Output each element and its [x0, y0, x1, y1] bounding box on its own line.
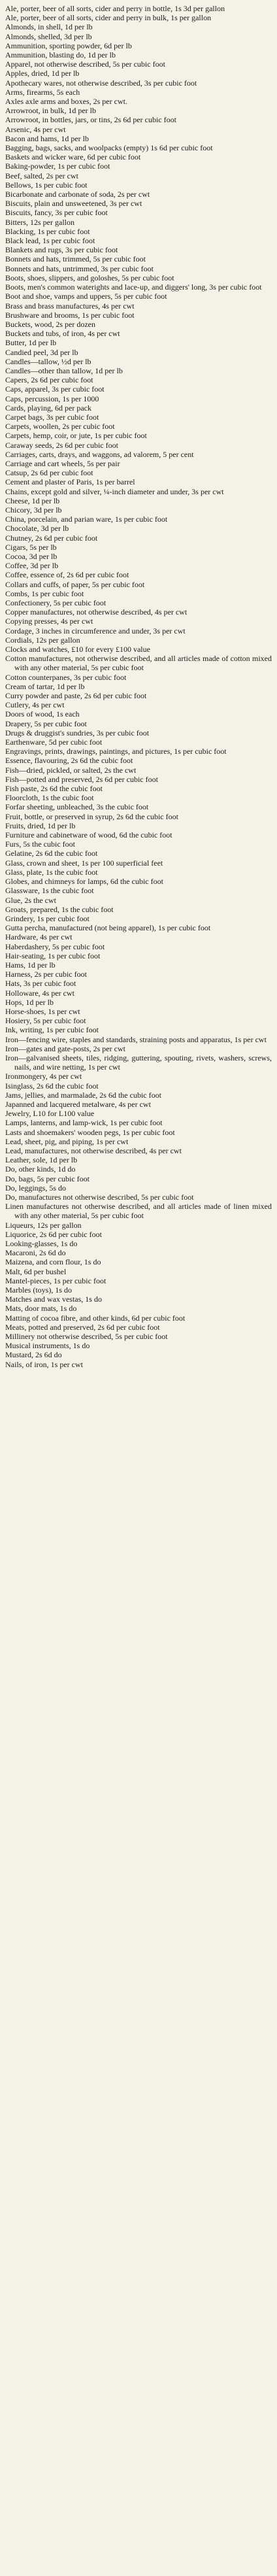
tariff-entry: Candles—other than tallow, 1d per lb [5, 365, 123, 375]
tariff-entry: Mats, door mats, 1s do [5, 1304, 77, 1313]
tariff-entry: Floorcloth, 1s the cubic foot [5, 793, 94, 803]
tariff-entry: Chicory, 3d per lb [5, 505, 62, 515]
tariff-entry: Black lead, 1s per cubic foot [5, 236, 95, 246]
tariff-entry: Collars and cuffs, of paper, 5s per cubic foot [5, 579, 145, 589]
tariff-entry: Lead, sheet, pig, and piping, 1s per cwt [5, 1136, 129, 1146]
tariff-entry: Caraway seeds, 2s 6d per cubic foot [5, 440, 118, 450]
tariff-entry: Curry powder and paste, 2s 6d per cubic foot [5, 691, 147, 701]
tariff-entry: Furniture and cabinetware of wood, 6d the cubic foot [5, 830, 172, 840]
tariff-entry: Carriages, carts, drays, and waggons, ad valorem, 5 per cent [5, 449, 194, 459]
tariff-entry: Iron—fencing wire, staples and standards, straining posts and apparatus, 1s per cwt [5, 1034, 267, 1044]
tariff-entry: Beef, salted, 2s per cwt [5, 171, 78, 180]
tariff-entry: Carriage and cart wheels, 5s per pair [5, 458, 120, 468]
tariff-entry: Macaroni, 2s 6d do [5, 1248, 66, 1258]
tariff-entry: Engravings, prints, drawings, paintings, and pictures, 1s per cubic foot [5, 747, 227, 756]
tariff-entry: Blacking, 1s per cubic foot [5, 226, 90, 236]
tariff-entry: Cigars, 5s per lb [5, 542, 57, 552]
tariff-entry: Matting of cocoa fibre, and other kinds, 6d per cubic foot [5, 1313, 186, 1323]
tariff-entry: Cocoa, 3d per lb [5, 551, 57, 561]
tariff-entry: Lead, manufactures, not otherwise described, 4s per cwt [5, 1145, 182, 1155]
tariff-entry: Copying presses, 4s per cwt [5, 617, 93, 626]
tariff-entry: China, porcelain, and parian ware, 1s per cubic foot [5, 515, 168, 524]
tariff-entry: Do, bags, 5s per cubic foot [5, 1174, 90, 1183]
tariff-entry: Carpets, hemp, coir, or jute, 1s per cubic foot [5, 431, 147, 441]
tariff-entry: Bitters, 12s per gallon [5, 217, 74, 227]
tariff-entry: Cream of tartar, 1d per lb [5, 681, 85, 691]
tariff-entry: Cement and plaster of Paris, 1s per barrel [5, 477, 135, 487]
tariff-entry: Harness, 2s per cubic foot [5, 970, 87, 979]
tariff-entry: Caps, apparel, 3s per cubic foot [5, 384, 105, 394]
tariff-entry: Chutney, 2s 6d per cubic foot [5, 533, 98, 543]
tariff-entry: Ammunition, blasting do, 1d per lb [5, 50, 116, 60]
tariff-entry: Boots, men's common waterights and lace-up, and diggers' long, 3s per cubic foot [5, 282, 262, 292]
tariff-entry: Fish—potted and preserved, 2s 6d per cubic foot [5, 774, 158, 784]
tariff-entry: Biscuits, fancy, 3s per cubic foot [5, 208, 108, 218]
tariff-entry: Millinery not otherwise described, 5s per cubic foot [5, 1332, 168, 1342]
tariff-entry: Jewelry, L10 for L100 value [5, 1109, 95, 1119]
tariff-entry: Drugs & druggist's sundries, 3s per cubic foot [5, 728, 150, 737]
tariff-entry: Clocks and watches, £10 for every £100 value [5, 645, 150, 654]
tariff-entry: Iron—galvanised sheets, tiles, ridging, guttering, spouting, rivets, washers, screws, nails, and wire netting, 1s per cwt [5, 1053, 272, 1072]
tariff-entry: Hats, 3s per cubic foot [5, 979, 76, 989]
tariff-entry: Bicarbonate and carbonate of soda, 2s per cwt [5, 190, 150, 199]
tariff-entry: Fish—dried, pickled, or salted, 2s the cwt [5, 765, 137, 775]
tariff-entry: Doors of wood, 1s each [5, 709, 80, 719]
tariff-entry: Drapery, 5s per cubic foot [5, 719, 87, 728]
tariff-entry: Glue, 2s the cwt [5, 895, 56, 905]
tariff-entry: Bellows, 1s per cubic foot [5, 180, 88, 190]
tariff-entry: Hair-seating, 1s per cubic foot [5, 951, 101, 960]
tariff-entry: Cotton counterpanes, 3s per cubic foot [5, 672, 127, 682]
tariff-entry: Maizena, and corn flour, 1s do [5, 1257, 101, 1267]
tariff-entry: Japanned and lacquered metalware, 4s per cwt [5, 1099, 151, 1109]
tariff-entry: Do, leggings, 5s do [5, 1183, 66, 1193]
tariff-entry: Glass, plate, 1s the cubic foot [5, 867, 98, 877]
tariff-entry: Mustard, 2s 6d do [5, 1350, 62, 1360]
tariff-entry: Apothecary wares, not otherwise described, 3s per cubic foot [5, 78, 197, 88]
tariff-entry: Coffee, essence of, 2s 6d per cubic foot [5, 570, 129, 580]
tariff-entry: Arsenic, 4s per cwt [5, 124, 66, 134]
tariff-entry: Bonnets and hats, trimmed, 5s per cubic foot [5, 254, 146, 264]
tariff-entry: Matches and wax vestas, 1s do [5, 1295, 102, 1304]
tariff-entry: Apparel, not otherwise described, 5s per cubic foot [5, 59, 165, 69]
tariff-entry: Caps, percussion, 1s per 1000 [5, 394, 99, 403]
tariff-entry: Essence, flavouring, 2s 6d the cubic foot [5, 756, 133, 766]
tariff-entry: Apples, dried, 1d per lb [5, 69, 80, 78]
tariff-entry: Groats, prepared, 1s the cubic foot [5, 904, 114, 914]
tariff-entry: Cards, playing, 6d per pack [5, 403, 91, 413]
tariff-entry: Forfar sheeting, unbleached, 3s the cubic foot [5, 802, 149, 812]
tariff-entry: Do, other kinds, 1d do [5, 1164, 76, 1174]
tariff-entry: Hops, 1d per lb [5, 997, 54, 1007]
tariff-entry: Glass, crown and sheet, 1s per 100 superficial feet [5, 858, 163, 868]
tariff-entry: Globes, and chimneys for lamps, 6d the cubic foot [5, 877, 163, 887]
tariff-entry: Gutta percha, manufactured (not being apparel), 1s per cubic foot [5, 923, 211, 933]
tariff-entry: Cutlery, 4s per cwt [5, 700, 65, 710]
tariff-entry: Hams, 1d per lb [5, 960, 56, 970]
tariff-entry: Lamps, lanterns, and lamp-wick, 1s per cubic foot [5, 1118, 163, 1128]
tariff-entry: Arrowroot, in bottles, jars, or tins, 2s 6d per cubic foot [5, 115, 176, 125]
tariff-entry: Ale, porter, beer of all sorts, cider and perry in bulk, 1s per gallon [5, 13, 212, 23]
tariff-entry: Linen manufactures not otherwise described, and all articles made of linen mixed with any other material, 5s per cubic foot [5, 1202, 272, 1221]
tariff-entry: Meats, potted and preserved, 2s 6d per cubic foot [5, 1322, 160, 1332]
tariff-entry: Isinglass, 2s 6d the cubic foot [5, 1081, 99, 1091]
tariff-entry: Musical instruments, 1s do [5, 1341, 90, 1351]
tariff-entry: Fish paste, 2s 6d the cubic foot [5, 784, 103, 794]
tariff-entry: Glassware, 1s the cubic foot [5, 886, 94, 896]
tariff-entry: Brushware and brooms, 1s per cubic foot [5, 310, 135, 320]
tariff-entry: Bonnets and hats, untrimmed, 3s per cubic foot [5, 263, 154, 273]
tariff-entry: Earthenware, 5d per cubic foot [5, 737, 103, 747]
tariff-entry: Cheese, 1d per lb [5, 496, 60, 505]
tariff-entry: Candied peel, 3d per lb [5, 347, 78, 357]
tariff-entry: Liqueurs, 12s per gallon [5, 1220, 82, 1230]
tariff-list [5, 4, 272, 1369]
tariff-entry: Baking-powder, 1s per cubic foot [5, 161, 110, 171]
tariff-entry: Mantel-pieces, 1s per cubic foot [5, 1276, 106, 1285]
tariff-entry: Horse-shoes, 1s per cwt [5, 1006, 80, 1016]
tariff-entry: Nails, of iron, 1s per cwt [5, 1359, 83, 1369]
tariff-entry: Axles axle arms and boxes, 2s per cwt. [5, 97, 127, 107]
tariff-entry: Copper manufactures, not otherwise described, 4s per cwt [5, 607, 187, 617]
tariff-entry: Capers, 2s 6d per cubic foot [5, 375, 93, 385]
tariff-entry: Cotton manufactures, not otherwise described, and all articles made of cotton mixed with any other material, 5s per cubic foot [5, 654, 272, 673]
tariff-entry: Buckets, wood, 2s per dozen [5, 319, 95, 329]
tariff-entry: Ale, porter, beer of all sorts, cider and perry in bottle, 1s 3d per gallon [5, 4, 225, 13]
tariff-entry: Furs, 5s the cubic foot [5, 839, 75, 849]
tariff-entry: Candles—tallow, ½d per lb [5, 356, 91, 366]
tariff-entry: Arrowroot, in bulk, 1d per lb [5, 106, 96, 116]
tariff-entry: Chains, except gold and silver, ¼-inch diameter and under, 3s per cwt [5, 486, 224, 496]
tariff-entry: Boots, shoes, slippers, and goloshes, 5s per cubic foot [5, 273, 174, 282]
tariff-entry: Iron—gates and gate-posts, 2s per cwt [5, 1043, 125, 1053]
tariff-entry: Ammunition, sporting powder, 6d per lb [5, 41, 132, 50]
tariff-entry: Carpets, woollen, 2s per cubic foot [5, 422, 115, 432]
tariff-entry: Fruit, bottle, or preserved in syrup, 2s 6d the cubic foot [5, 811, 178, 821]
tariff-entry: Buckets and tubs, of iron, 4s per cwt [5, 329, 120, 339]
tariff-entry: Boot and shoe, vamps and uppers, 5s per cubic foot [5, 292, 167, 301]
tariff-entry: Marbles (toys), 1s do [5, 1285, 72, 1295]
tariff-entry: Liquorice, 2s 6d per cubic foot [5, 1229, 102, 1239]
tariff-entry: Malt, 6d per bushel [5, 1266, 67, 1276]
tariff-entry: Arms, firearms, 5s each [5, 87, 80, 97]
tariff-entry: Combs, 1s per cubic foot [5, 588, 84, 598]
tariff-entry: Biscuits, plain and unsweetened, 3s per cwt [5, 199, 142, 209]
tariff-entry: Almonds, in shell, 1d per lb [5, 22, 93, 32]
tariff-entry: Almonds, shelled, 3d per lb [5, 31, 92, 41]
tariff-entry: Cordials, 12s per gallon [5, 635, 80, 645]
tariff-entry: Ironmongery, 4s per cwt [5, 1072, 82, 1081]
tariff-entry: Hosiery, 5s per cubic foot [5, 1016, 86, 1026]
tariff-entry: Gelatine, 2s 6d the cubic foot [5, 849, 98, 858]
tariff-entry: Bagging, bags, sacks, and woolpacks (empty) 1s 6d per cubic foot [5, 143, 213, 153]
tariff-entry: Blankets and rugs, 3s per cubic foot [5, 245, 118, 255]
tariff-entry: Looking-glasses, 1s do [5, 1239, 78, 1249]
tariff-entry: Grindery, 1s per cubic foot [5, 913, 90, 923]
tariff-entry: Chocolate, 3d per lb [5, 524, 69, 534]
tariff-entry: Butter, 1d per lb [5, 338, 57, 348]
tariff-entry: Jams, jellies, and marmalade, 2s 6d the cubic foot [5, 1090, 161, 1100]
tariff-entry: Catsup, 2s 6d per cubic foot [5, 468, 93, 478]
tariff-entry: Do, manufactures not otherwise described, 5s per cubic foot [5, 1193, 194, 1202]
tariff-entry: Bacon and hams, 1d per lb [5, 133, 89, 143]
tariff-entry: Leather, sole, 1d per lb [5, 1155, 78, 1165]
tariff-entry: Coffee, 3d per lb [5, 561, 59, 571]
tariff-entry: Haberdashery, 5s per cubic foot [5, 941, 105, 951]
tariff-entry: Hardware, 4s per cwt [5, 932, 73, 942]
tariff-entry: Carpet bags, 3s per cubic foot [5, 412, 99, 422]
tariff-entry: Lasts and shoemakers' wooden pegs, 1s per cubic foot [5, 1127, 175, 1137]
tariff-entry: Ink, writing, 1s per cubic foot [5, 1025, 99, 1035]
tariff-entry: Baskets and wicker ware, 6d per cubic foot [5, 152, 141, 162]
tariff-entry: Confectionery, 5s per cubic foot [5, 598, 106, 607]
tariff-entry: Fruits, dried, 1d per lb [5, 821, 76, 830]
tariff-entry: Holloware, 4s per cwt [5, 988, 74, 998]
tariff-entry: Brass and brass manufactures, 4s per cwt [5, 301, 135, 311]
tariff-entry: Cordage, 3 inches in circumference and under, 3s per cwt [5, 626, 186, 636]
